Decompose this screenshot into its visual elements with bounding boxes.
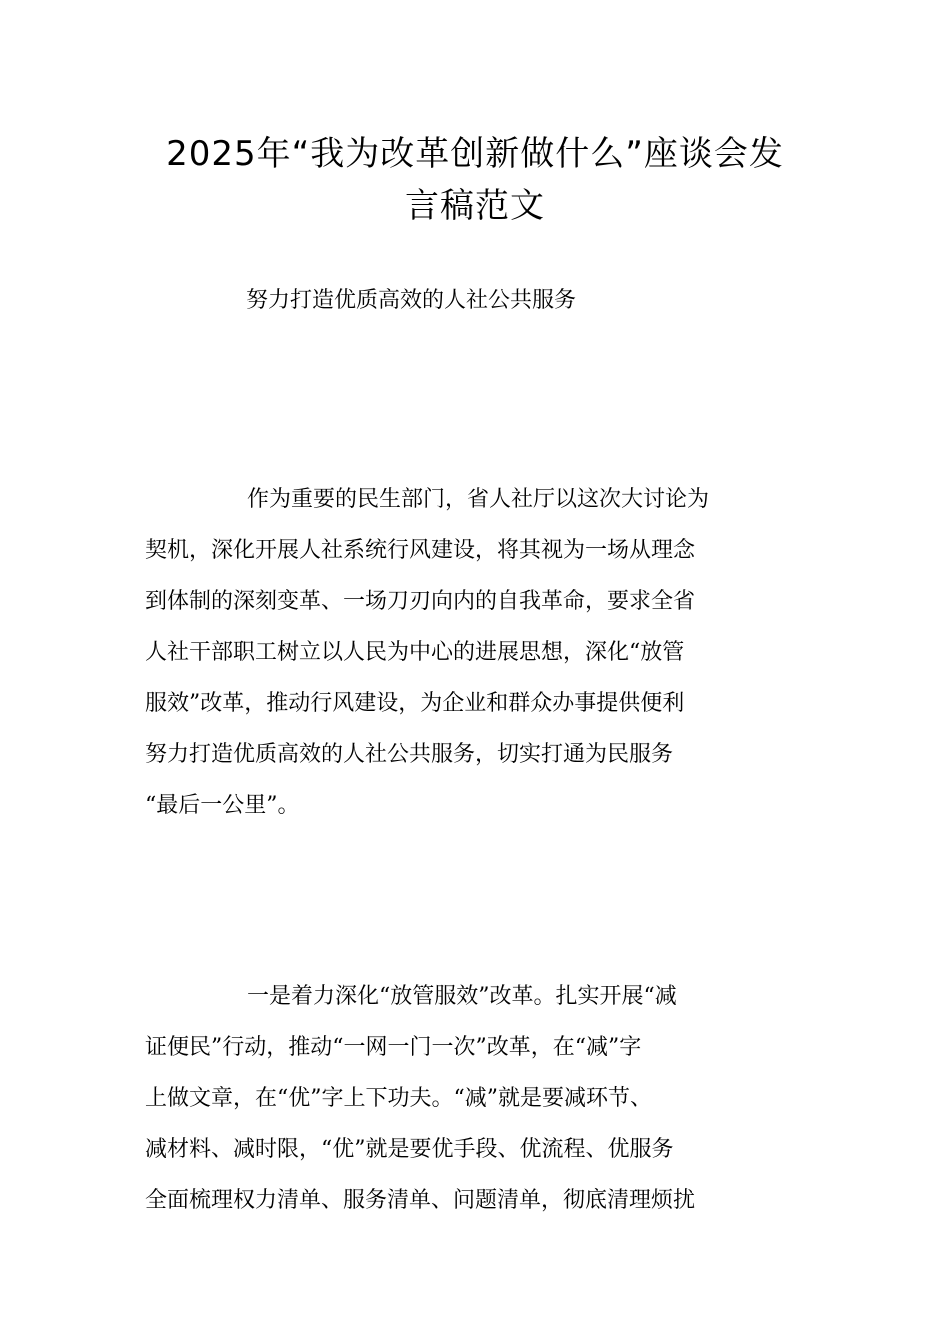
paragraph-line: 上做文章，在“优”字上下功夫。“减”就是要减环节、 bbox=[145, 1086, 652, 1111]
paragraph-line: 全面梳理权力清单、服务清单、问题清单，彻底清理烦扰 bbox=[145, 1188, 696, 1213]
paragraph-line: 服效”改革，推动行风建设，为企业和群众办事提供便利 bbox=[145, 691, 685, 716]
paragraph-line: 努力打造优质高效的人社公共服务，切实打通为民服务 bbox=[145, 742, 674, 767]
paragraph-line: 作为重要的民生部门，省人社厅以这次大讨论为 bbox=[247, 487, 710, 512]
paragraph-line: 一是着力深化“放管服效”改革。扎实开展“减 bbox=[247, 984, 677, 1009]
document-title bbox=[100, 128, 850, 232]
paragraph-line: 人社干部职工树立以人民为中心的进展思想，深化“放管 bbox=[145, 640, 685, 665]
paragraph-line: 契机，深化开展人社系统行风建设，将其视为一场从理念 bbox=[145, 538, 696, 563]
title-line-1: 2025年“我为改革创新做什么”座谈会发 bbox=[166, 134, 784, 174]
title-line-2: 言稿范文 bbox=[405, 186, 545, 226]
paragraph-line: 证便民”行动，推动“一网一门一次”改革，在“减”字 bbox=[145, 1035, 642, 1060]
paragraph-2 bbox=[145, 971, 807, 1226]
paragraph-line: 减材料、减时限，“优”就是要优手段、优流程、优服务 bbox=[145, 1137, 674, 1162]
paragraph-1 bbox=[145, 474, 807, 831]
paragraph-line: 到体制的深刻变革、一场刀刃向内的自我革命，要求全省 bbox=[145, 589, 696, 614]
document-subtitle: 努力打造优质高效的人社公共服务 bbox=[246, 288, 577, 313]
paragraph-line: “最后一公里”。 bbox=[145, 793, 300, 818]
